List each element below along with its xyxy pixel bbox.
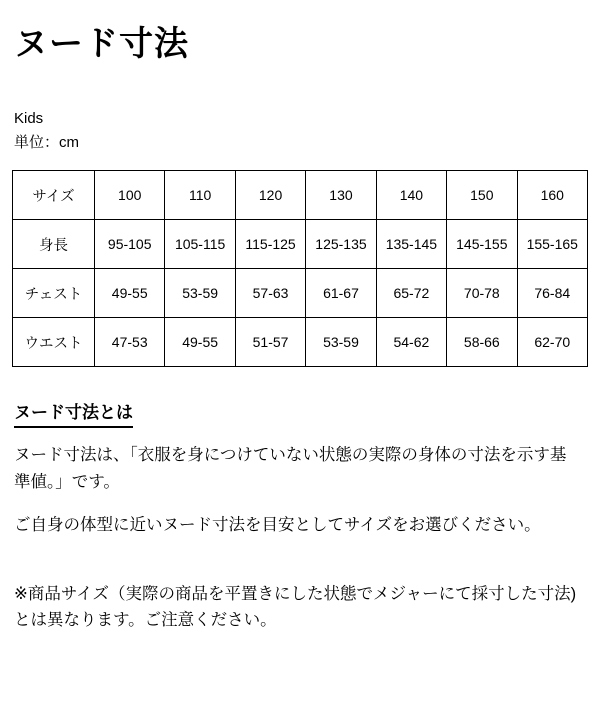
table-cell: 47-53 xyxy=(95,318,165,367)
table-header-cell: 120 xyxy=(235,171,305,220)
table-cell: 51-57 xyxy=(235,318,305,367)
section-heading: ヌード寸法とは xyxy=(14,401,133,428)
table-row-label: 身長 xyxy=(13,220,95,269)
table-cell: 53-59 xyxy=(306,318,376,367)
table-cell: 115-125 xyxy=(235,220,305,269)
table-row-label: ウエスト xyxy=(13,318,95,367)
table-header-cell: 100 xyxy=(95,171,165,220)
page-title: ヌード寸法 xyxy=(14,25,189,63)
table-cell: 62-70 xyxy=(517,318,587,367)
table-cell: 70-78 xyxy=(447,269,517,318)
table-cell: 61-67 xyxy=(306,269,376,318)
table-cell: 105-115 xyxy=(165,220,235,269)
section-note: ※商品サイズ（実際の商品を平置きにした状態でメジャーにて採寸した寸法)とは異なります。ご注意ください。 xyxy=(14,584,577,630)
table-cell: 135-145 xyxy=(376,220,446,269)
table-cell: 57-63 xyxy=(235,269,305,318)
table-header-cell: 130 xyxy=(306,171,376,220)
table-row-label: チェスト xyxy=(13,269,95,318)
table-row xyxy=(13,269,588,318)
table-cell: 155-165 xyxy=(517,220,587,269)
table-cell: 58-66 xyxy=(447,318,517,367)
table-header-cell: 160 xyxy=(517,171,587,220)
table-cell: 76-84 xyxy=(517,269,587,318)
table-body xyxy=(13,220,588,367)
meta-block xyxy=(14,107,588,155)
table-header xyxy=(13,171,588,220)
table-cell: 65-72 xyxy=(376,269,446,318)
table-header-cell: 140 xyxy=(376,171,446,220)
table-row xyxy=(13,220,588,269)
table-header-cell: 110 xyxy=(165,171,235,220)
table-cell: 54-62 xyxy=(376,318,446,367)
section-heading-wrap xyxy=(12,367,588,428)
unit-label: 単位：cm xyxy=(14,134,79,152)
section-paragraph-2: ご自身の体型に近いヌード寸法を目安としてサイズをお選びください。 xyxy=(14,516,541,535)
section-paragraph-1: ヌード寸法は、「衣服を身につけていない状態の実際の身体の寸法を示す基準値。」です。 xyxy=(14,446,567,491)
table-cell: 53-59 xyxy=(165,269,235,318)
table-header-cell: 150 xyxy=(447,171,517,220)
table-cell: 49-55 xyxy=(165,318,235,367)
table-cell: 125-135 xyxy=(306,220,376,269)
table-row xyxy=(13,318,588,367)
table-cell: 145-155 xyxy=(447,220,517,269)
table-cell: 49-55 xyxy=(95,269,165,318)
table-header-cell: サイズ xyxy=(13,171,95,220)
table-cell: 95-105 xyxy=(95,220,165,269)
table-header-row xyxy=(13,171,588,220)
category-label: Kids xyxy=(14,109,44,127)
size-chart-table xyxy=(12,170,588,367)
